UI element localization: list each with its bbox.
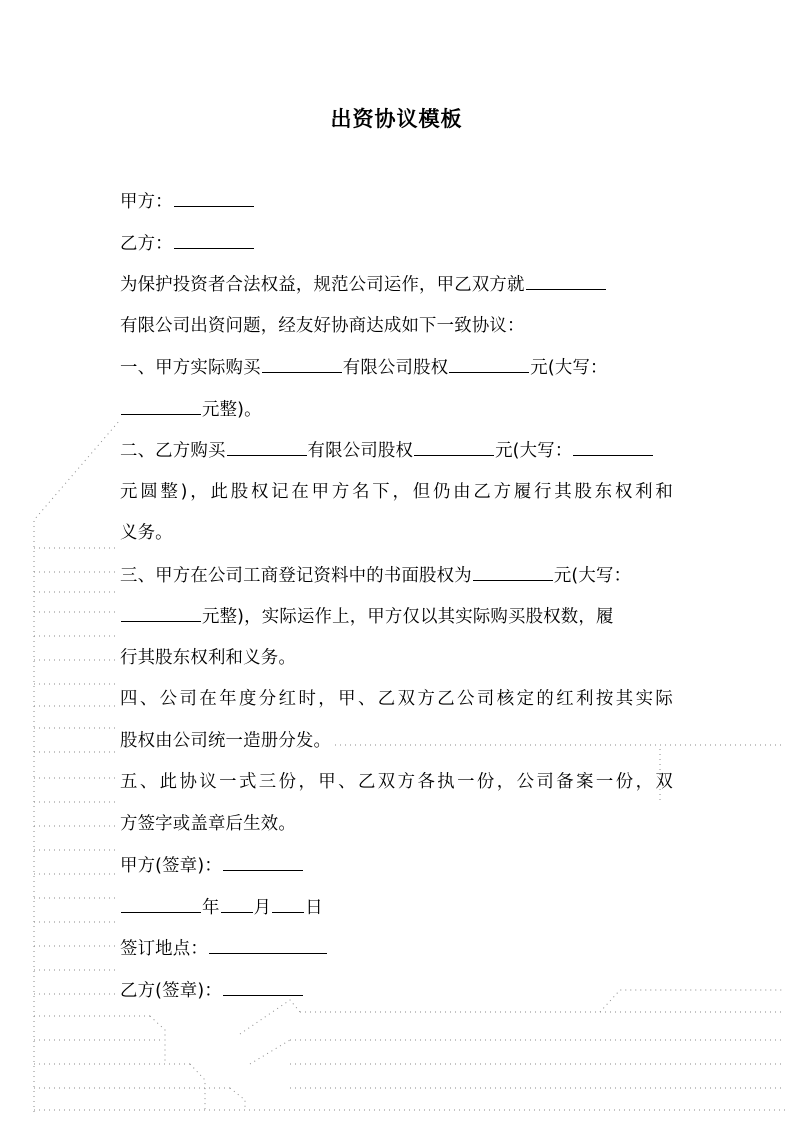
day-label: 日: [305, 898, 323, 918]
clause-2-line-2: 元圆整)，此股权记在甲方名下，但仍由乙方履行其股东权利和: [120, 482, 673, 502]
place-blank[interactable]: [209, 936, 327, 954]
clause-3-capital-blank[interactable]: [121, 604, 201, 622]
clause-3-text-b: 元(大写：: [553, 566, 632, 586]
document-title: 出资协议模板: [330, 107, 463, 131]
clause-3-line-3: 行其股东权利和义务。: [120, 648, 296, 668]
place-line: [120, 936, 328, 960]
clause-4-line-1: 四、公司在年度分红时，甲、乙双方乙公司核定的红利按其实际: [120, 689, 673, 709]
clause-3-amount-blank[interactable]: [473, 563, 553, 581]
clause-1-amount-blank[interactable]: [449, 355, 529, 373]
place-label: 签订地点：: [120, 939, 208, 959]
clause-2-text-c: 元(大写：: [495, 441, 573, 461]
sign-b-label: 乙方(签章)：: [120, 981, 222, 1001]
clause-2-company-blank[interactable]: [227, 438, 307, 456]
sign-b-blank[interactable]: [223, 978, 303, 996]
clause-1-company-blank[interactable]: [262, 355, 342, 373]
sign-a-label: 甲方(签章)：: [120, 856, 222, 876]
clause-3-text-c: 元整)，实际运作上，甲方仅以其实际购买股权数，履: [202, 607, 614, 627]
month-blank[interactable]: [221, 895, 253, 913]
clause-1-line-2: [120, 397, 262, 421]
clause-1-capital-blank[interactable]: [121, 397, 201, 415]
clause-5-line-2: 方签字或盖章后生效。: [120, 814, 296, 834]
intro-text-2: 有限公司出资问题，经友好协商达成如下一致协议：: [120, 316, 525, 336]
clause-5-line-1: 五、此协议一式三份，甲、乙双方各执一份，公司备案一份，双: [120, 772, 673, 792]
day-blank[interactable]: [272, 895, 304, 913]
clause-3-text-a: 三、甲方在公司工商登记资料中的书面股权为: [120, 566, 472, 586]
clause-1-text-c: 元(大写：: [530, 358, 608, 378]
party-b-blank[interactable]: [174, 231, 254, 249]
intro-line-2: [120, 314, 525, 338]
clause-2-amount-blank[interactable]: [414, 438, 494, 456]
month-label: 月: [253, 898, 272, 918]
party-a-line: [120, 189, 255, 213]
sign-a-blank[interactable]: [223, 853, 303, 871]
date-line: [120, 895, 323, 919]
sign-b-line: [120, 978, 304, 1002]
clause-2-text-a: 二、乙方购买: [120, 441, 226, 461]
clause-1-text-b: 有限公司股权: [342, 358, 449, 378]
clause-3-line-2: [120, 604, 614, 628]
year-blank[interactable]: [121, 895, 201, 913]
party-a-label: 甲方：: [120, 192, 173, 212]
clause-2-text-b: 有限公司股权: [307, 441, 414, 461]
clause-1-text-a: 一、甲方实际购买: [120, 358, 261, 378]
clause-3-line-1: [120, 563, 631, 587]
intro-text-1: 为保护投资者合法权益，规范公司运作，甲乙双方就: [120, 275, 525, 295]
party-b-label: 乙方：: [120, 234, 173, 254]
party-a-blank[interactable]: [174, 189, 254, 207]
clause-2-capital-blank[interactable]: [573, 438, 653, 456]
company-name-blank[interactable]: [526, 272, 606, 290]
sign-a-line: [120, 853, 304, 877]
clause-2-line-1: [120, 438, 654, 462]
intro-line-1: [120, 272, 607, 296]
party-b-line: [120, 231, 255, 255]
clause-1-line-1: [120, 355, 608, 379]
year-label: 年: [202, 898, 220, 918]
clause-4-line-2: 股权由公司统一造册分发。: [120, 731, 332, 751]
clause-2-line-3: 义务。: [120, 523, 173, 543]
clause-1-text-d: 元整)。: [202, 400, 262, 420]
